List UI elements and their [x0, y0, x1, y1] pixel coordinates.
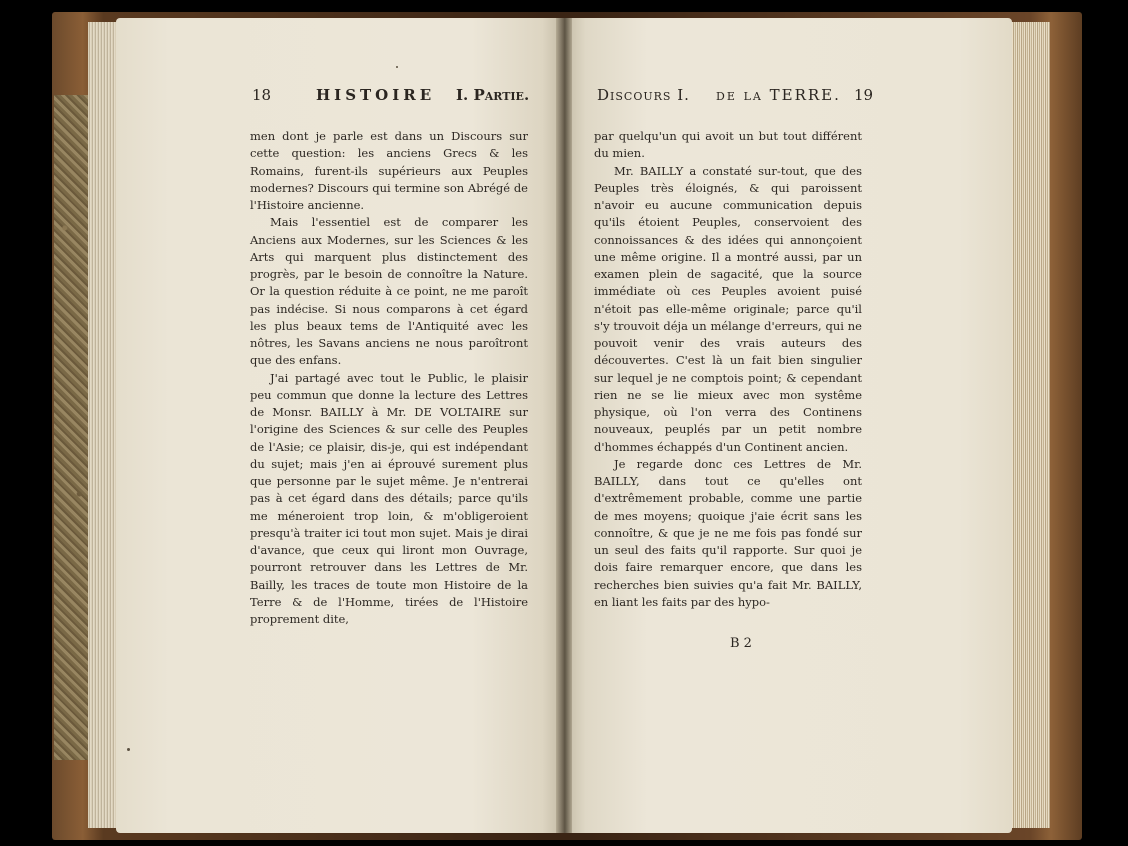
left-page-number: 18 — [252, 86, 272, 104]
page-edges-right — [1010, 22, 1050, 828]
book-gutter — [556, 18, 572, 833]
left-page-text — [250, 128, 528, 628]
right-running-title-left: Discours I. — [597, 86, 690, 104]
paragraph: Mr. BAILLY a constaté sur-tout, que des Peuples très éloignés, & qui paroissent n'avoir eu aucune communication depuis qu'ils étoient Peuples, conservoient des connoissances & des idées qui annonçoient une même origine. Il a montré aussi, par un examen plein de sagacité, que la source immédiate où ces Peuples avoient puisé n'étoit pas elle-même originale; parce qu'il s'y trouvoit déja un mélange d'erreurs, qui ne pouvoit venir des vrais auteurs des découvertes. C'est là un fait bien singulier sur lequel je ne comptois point; & cependant rien ne se lie mieux avec mon systême physique, où l'on verra des Continens nouveaux, peuplés par un petit nombre d'hommes échappés d'un Continent ancien. — [594, 163, 862, 454]
signature-mark: B 2 — [730, 636, 752, 651]
left-section-title: I. Partie. — [456, 86, 530, 104]
right-running-title-right: de la TERRE. — [716, 86, 841, 104]
paper-spot — [396, 66, 398, 68]
paper-spot — [127, 748, 130, 751]
paragraph: Je regarde donc ces Lettres de Mr. BAILLY, dans tout ce qu'elles ont d'extrêmement probable, comme une partie de mes moyens; quoique j'aie écrit sans les connoître, & que je ne me fois pas fondé sur un seul des faits qu'il rapporte. Sur quoi je dois faire remarquer encore, que dans les recherches bien suivies qu'a fait Mr. BAILLY, en liant les faits par des hypo- — [594, 456, 862, 609]
left-running-title: HISTOIRE — [316, 86, 436, 104]
right-page-header — [0, 86, 1128, 112]
page-edges-left — [88, 22, 116, 828]
right-page-number: 19 — [854, 86, 874, 104]
paragraph: J'ai partagé avec tout le Public, le plaisir peu commun que donne la lecture des Lettres de Monsr. BAILLY à Mr. DE VOLTAIRE sur l'origine des Sciences & sur celle des Peuples de l'Asie; ce plaisir, dis-je, qui est indépendant du sujet; mais j'en ai éprouvé surement plus que personne par le sujet même. Je n'entrerai pas à cet égard dans des détails; parce qu'ils me méneroient trop loin, & m'obligeroient presqu'à traiter ici tout mon sujet. Mais je dirai d'avance, que ceux qui liront mon Ouvrage, pourront retrouver dans les Lettres de Mr. Bailly, les traces de toute mon Histoire de la Terre & de l'Homme, tirées de l'Histoire proprement dite, — [250, 370, 528, 626]
paragraph: men dont je parle est dans un Discours sur cette question: les anciens Grecs & les Romains, furent-ils supérieurs aux Peuples modernes? Discours qui termine son Abrégé de l'Histoire ancienne. — [250, 129, 528, 212]
paragraph: par quelqu'un qui avoit un but tout différent du mien. — [594, 129, 862, 161]
marbled-endpaper — [54, 95, 90, 760]
paragraph: Mais l'essentiel est de comparer les Anciens aux Modernes, sur les Sciences & les Arts qui marquent plus distinctement des progrès, par le besoin de connoître la Nature. Or la question réduite à ce point, ne me paroît pas indécise. Si nous comparons à cet égard les plus beaux tems de l'Antiquité avec les nôtres, les Savans anciens ne nous paroîtront que des enfans. — [250, 215, 528, 368]
right-page-text — [594, 128, 862, 611]
